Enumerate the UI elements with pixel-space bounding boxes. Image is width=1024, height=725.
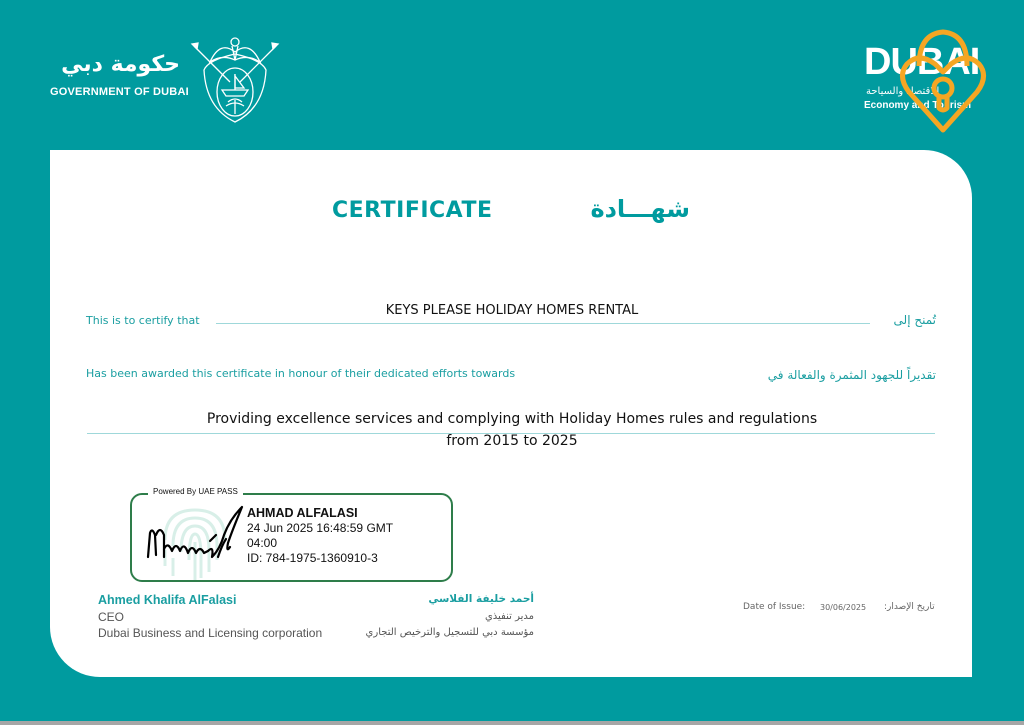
department-name-english: Economy and Tourism [864,100,972,111]
signature-timestamp: 24 Jun 2025 16:48:59 GMT [247,521,394,535]
government-name-english: GOVERNMENT OF DUBAI [50,86,189,98]
certify-label-english: This is to certify that [86,314,200,327]
awarded-label-english: Has been awarded this certificate in honour of their dedicated efforts towards [86,367,516,380]
issue-date-label-arabic: تاريخ الإصدار: [884,602,935,612]
signer-id: ID: 784-1975-1360910-3 [247,551,378,565]
certify-label-arabic: تُمنح إلى [893,313,936,327]
signatory-name-arabic: أحمد خليفة الفلاسي [428,593,534,605]
signature-details [247,506,393,566]
purpose-text-line1: Providing excellence services and complying with Holiday Homes rules and regulations [206,411,818,427]
signatory-org-english: Dubai Business and Licensing corporation [98,626,323,640]
awarded-label-arabic: تقديراً للجهود المثمرة والفعالة في [767,368,936,382]
purpose-text-line2: from 2015 to 2025 [446,433,578,449]
government-name-arabic: حكومة دبي [61,52,180,77]
window-bottom-edge [0,721,1024,725]
recipient-underline [216,323,870,324]
uae-pass-powered-by: Powered By UAE PASS [148,487,243,496]
issue-date-value: 30/06/2025 [820,603,867,612]
signatory-org-arabic: مؤسسة دبي للتسجيل والترخيص التجاري [365,627,534,638]
heart-keyhole-icon [895,26,990,136]
recipient-name: KEYS PLEASE HOLIDAY HOMES RENTAL [385,303,639,318]
signer-name: AHMAD ALFALASI [247,506,358,520]
issue-date-label-english: Date of Issue: [743,602,806,612]
certificate-title-arabic: شهـــادة [590,195,690,223]
signatory-title-english: CEO [98,610,125,624]
signatory-name-english: Ahmed Khalifa AlFalasi [98,593,237,607]
dubai-emblem-icon [190,30,280,125]
department-name-arabic: للاقتصاد والسياحة [866,86,940,97]
dubai-wordmark: DUBAI [864,41,980,83]
handwritten-signature [142,505,247,565]
signature-timezone: 04:00 [247,536,278,550]
certificate-title-english: CERTIFICATE [332,198,493,223]
signatory-title-arabic: مدير تنفيذي [484,611,534,622]
